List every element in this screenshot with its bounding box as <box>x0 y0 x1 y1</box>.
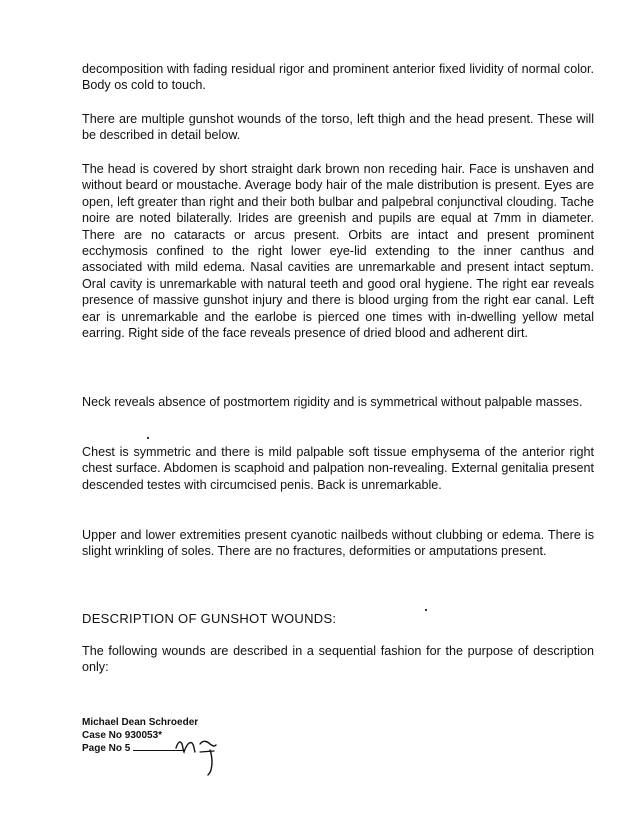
paragraph-head-exam: The head is covered by short straight dark brown non receding hair. Face is unshaven and without beard or moustache. Average body hair of the male distribution is present. Eyes are open, left greater than right and their both bulbar and palpebral conjunctival clouding. Tache noire are noted bilaterally. Irides are greenish and pupils are equal at 7mm in diameter. There are no cataracts or arcus present. Orbits are intact and present prominent ecchymosis confined to the right lower eye-lid extending to the inner canthus and associated with mild edema. Nasal cavities are unremarkable and present intact septum. Oral cavity is unremarkable with natural teeth and good oral hygiene. The right ear reveals presence of massive gunshot injury and there is blood urging from the right ear canal. Left ear is unremarkable and the earlobe is pierced one times with in-dwelling yellow metal earring. Right side of the face reveals presence of dried blood and adherent dirt. <box>82 162 594 341</box>
footer-name: Michael Dean Schroeder <box>82 717 199 728</box>
scan-speck <box>147 437 149 439</box>
paragraph-decomposition: decomposition with fading residual rigor and prominent anterior fixed lividity of normal color. Body os cold to touch. <box>82 62 594 93</box>
handwritten-initials <box>170 732 222 776</box>
scan-speck <box>425 609 427 611</box>
footer-case-number: Case No 930053* <box>82 730 163 741</box>
footer-page-number: Page No 5 <box>82 743 131 754</box>
section-heading: DESCRIPTION OF GUNSHOT WOUNDS: <box>82 611 337 626</box>
section-intro: The following wounds are described in a sequential fashion for the purpose of description only: <box>82 644 594 675</box>
paragraph-gunshot-summary: There are multiple gunshot wounds of the torso, left thigh and the head present. These will be described in detail below. <box>82 112 594 143</box>
paragraph-extremities-exam: Upper and lower extremities present cyanotic nailbeds without clubbing or edema. There is slight wrinkling of soles. There are no fractures, deformities or amputations present. <box>82 528 594 559</box>
paragraph-chest-exam: Chest is symmetric and there is mild palpable soft tissue emphysema of the anterior right chest surface. Abdomen is scaphoid and palpation non-revealing. External genitalia present descended testes with circumcised penis. Back is unremarkable. <box>82 445 594 492</box>
paragraph-neck-exam: Neck reveals absence of postmortem rigidity and is symmetrical without palpable masses. <box>82 395 583 409</box>
